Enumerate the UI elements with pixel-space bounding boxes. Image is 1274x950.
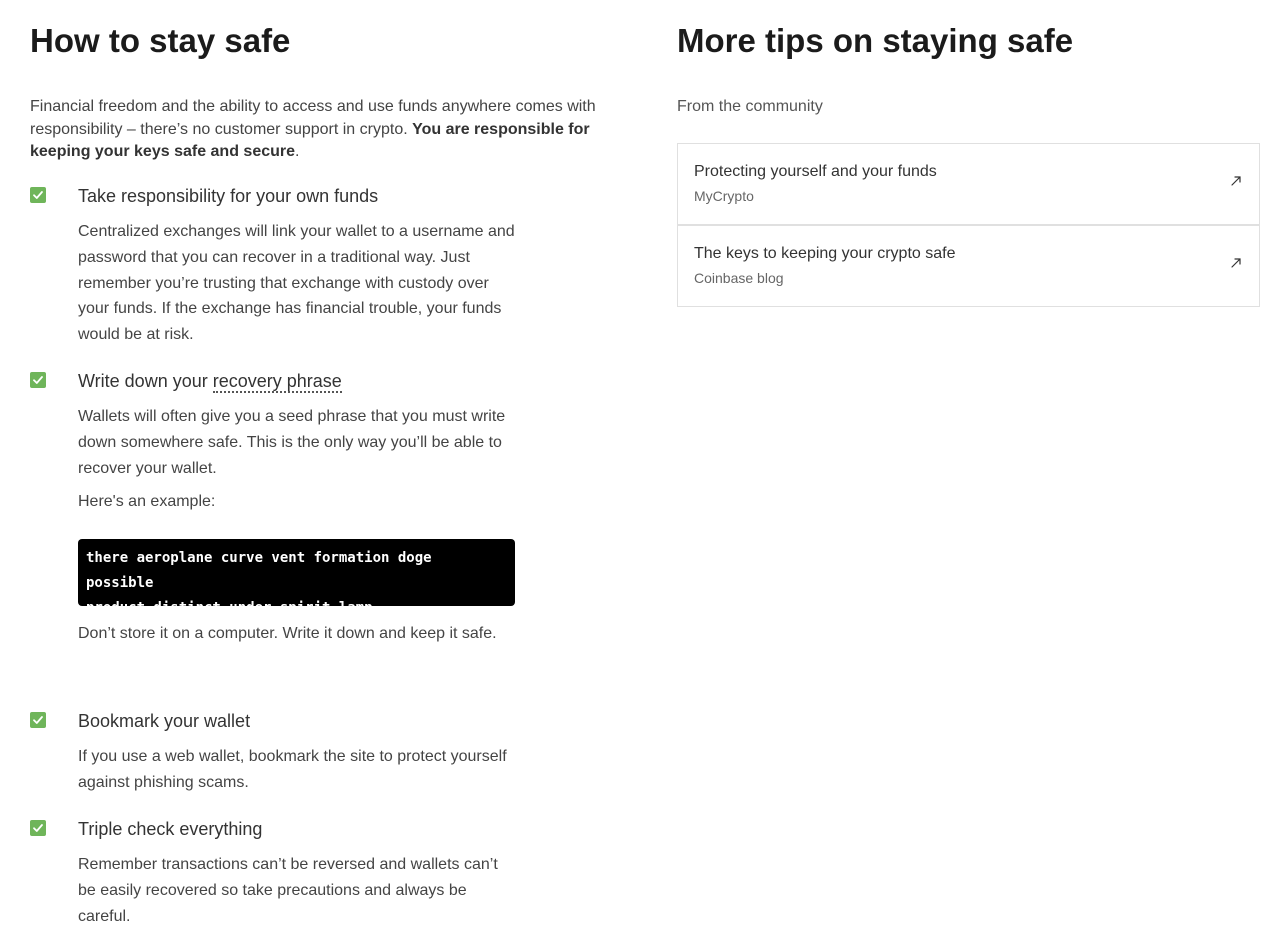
tip-description xyxy=(78,404,518,481)
tip-note-text: Don’t store it on a computer. Write it down and keep it safe. xyxy=(78,625,497,642)
example-label: Here's an example: xyxy=(78,493,216,510)
tip-description xyxy=(78,219,518,348)
intro-paragraph xyxy=(30,96,610,164)
community-link-card[interactable] xyxy=(677,143,1260,225)
tip-title: Bookmark your wallet xyxy=(78,711,251,731)
tip-description xyxy=(78,744,518,796)
tip-description-text: Remember transactions can’t be reversed and wallets can’t be easily recovered so take precautions and always be careful. xyxy=(78,856,498,925)
tip-title xyxy=(78,369,342,393)
tip-description-text: If you use a web wallet, bookmark the site to protect yourself against phishing scams. xyxy=(78,748,507,791)
tip-title: Triple check everything xyxy=(78,819,263,839)
tip-title-prefix: Write down your xyxy=(78,371,213,391)
card-source: Coinbase blog xyxy=(694,270,784,286)
tip-description-text: Centralized exchanges will link your wallet to a username and password that you can recover in a traditional way. Just remember you’re trusting that exchange with custody over your funds. If the exchange has financial trouble, your funds would be at risk. xyxy=(78,223,515,344)
tip-description-text: Wallets will often give you a seed phrase that you must write down somewhere safe. This is the only way you’ll be able to recover your wallet. xyxy=(78,408,506,477)
section-subtitle: From the community xyxy=(677,98,823,115)
card-source: MyCrypto xyxy=(694,188,754,204)
tip-description xyxy=(78,852,518,929)
card-title: The keys to keeping your crypto safe xyxy=(694,245,956,262)
recovery-phrase-link[interactable]: recovery phrase xyxy=(212,371,342,391)
checkbox-checked-icon xyxy=(30,712,46,728)
section-heading: More tips on staying safe xyxy=(677,22,1074,59)
external-link-arrow-icon xyxy=(1229,174,1243,188)
intro-end: . xyxy=(295,143,300,160)
checkbox-checked-icon xyxy=(30,372,46,388)
tip-title: Take responsibility for your own funds xyxy=(78,186,379,206)
card-title: Protecting yourself and your funds xyxy=(694,163,937,180)
tip-note xyxy=(78,621,518,647)
intro-bold-text: You are responsible for keeping your keys safe and secure xyxy=(30,120,590,160)
checkbox-checked-icon xyxy=(30,187,46,203)
section-heading: How to stay safe xyxy=(30,22,291,59)
intro-text: Financial freedom and the ability to access and use funds anywhere comes with responsibility – there’s no customer support in crypto. xyxy=(30,98,596,138)
external-link-arrow-icon xyxy=(1229,256,1243,270)
seed-phrase-line: there aeroplane curve vent formation doge possible xyxy=(86,550,432,591)
community-link-card[interactable] xyxy=(677,225,1260,307)
checkbox-checked-icon xyxy=(30,820,46,836)
seed-phrase-example xyxy=(78,539,515,616)
seed-phrase-line: product distinct under spirit lamp xyxy=(86,600,373,616)
